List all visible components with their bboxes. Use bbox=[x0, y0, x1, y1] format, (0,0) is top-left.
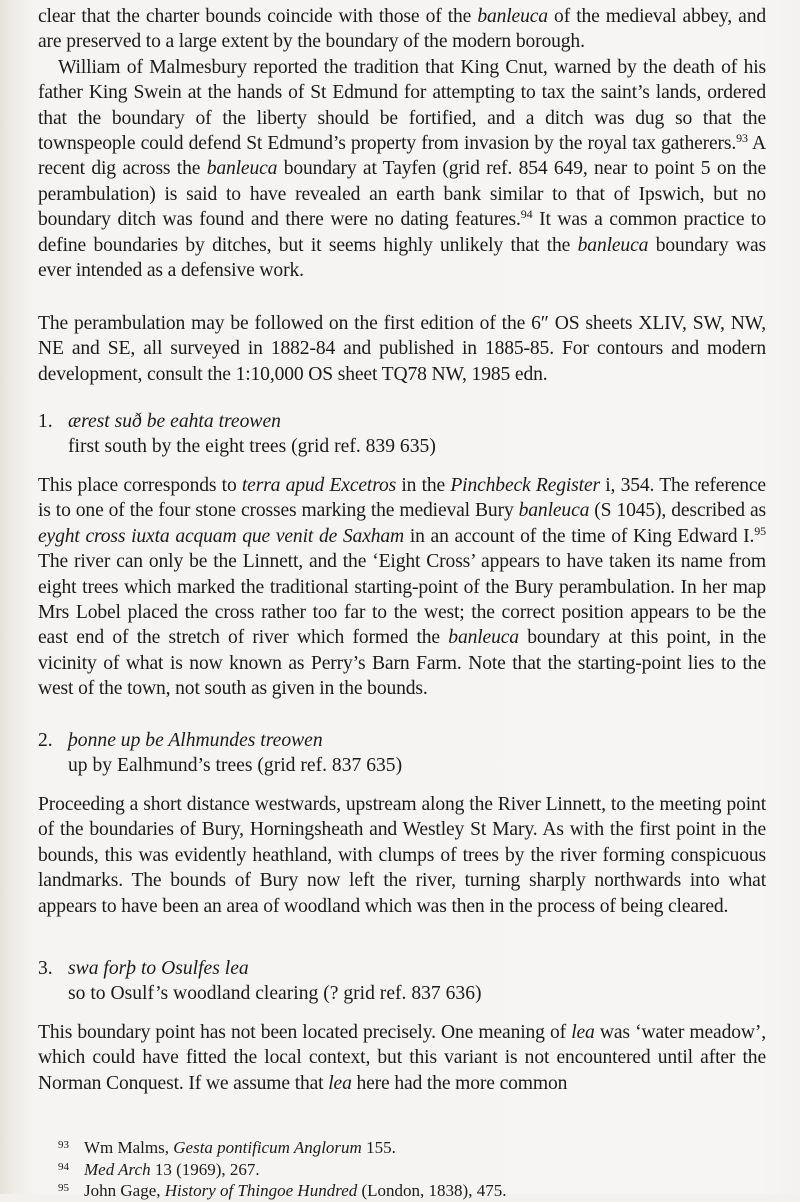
old-english-text: þonne up be Alhmundes treowen bbox=[68, 730, 323, 751]
text-run: in the bbox=[396, 475, 451, 496]
paragraph-malmesbury bbox=[38, 55, 766, 284]
italic-term: banleuca bbox=[448, 627, 519, 649]
italic-term: banleuca bbox=[518, 500, 590, 522]
commentary-paragraph bbox=[38, 473, 766, 702]
text-run: John Gage, bbox=[84, 1181, 165, 1200]
text-run: It was a common practice to define boundaries by ditches, but it seems highly unlikely that the bbox=[38, 209, 766, 256]
paragraph-continuation bbox=[38, 4, 766, 55]
text-run: boundary was ever intended as a defensive work. bbox=[38, 234, 766, 282]
boundary-entry-1 bbox=[38, 409, 766, 459]
italic-title: Med Arch bbox=[84, 1159, 151, 1179]
footnote-94: 94 Med Arch 13 (1969), 267. bbox=[58, 1159, 260, 1179]
translation-text: up by Ealhmund’s trees (grid ref. 837 635) bbox=[68, 755, 403, 776]
boundary-entry-2 bbox=[38, 728, 766, 778]
entry-number: 2. bbox=[38, 730, 53, 751]
text-run: The river can only be the Linnett, and the ‘Eight Cross’ appears to have taken its name from eight trees which marked the traditional starting-point of the Bury perambulation. In her map Mrs Lobel placed the cross rather too far to the west; the correct position appears to be the east end of the stretch of river which formed the bbox=[38, 551, 766, 649]
footnote-93: 93 Wm Malms, Gesta pontificum Anglorum 155. bbox=[58, 1138, 396, 1157]
text-run: of the medieval abbey, and are preserved to a large extent by the boundary of the modern borough. bbox=[38, 6, 766, 53]
text-run: (S 1045), described as bbox=[589, 500, 766, 522]
footnotes bbox=[58, 1137, 506, 1202]
text-run: Wm Malms, bbox=[84, 1138, 174, 1157]
opening-text bbox=[38, 4, 766, 283]
translation-text: first south by the eight trees (grid ref. 839 635) bbox=[68, 436, 436, 457]
boundary-entry-3 bbox=[38, 956, 766, 1006]
text-run: This place corresponds to bbox=[38, 475, 242, 496]
text-run: William of Malmesbury reported the tradition that King Cnut, warned by the death of his father King Swein at the hands of St Edmund for attempting to tax the saint’s lands, ordered that the boundary of the liberty should be fortified, and a ditch was dug so that the townspeople could defend St Edmund’s property from invasion by the royal tax gatherers. bbox=[38, 56, 766, 155]
text-run: This boundary point has not been located precisely. One meaning of bbox=[38, 1022, 572, 1043]
italic-term: lea bbox=[571, 1022, 595, 1043]
text-run: clear that the charter bounds coincide with those of the bbox=[38, 6, 478, 27]
text-run: boundary at this point, in the vicinity of what is now known as Perry’s Barn Farm. Note that the starting-point lies to the west of the town, not south as given in the bounds. bbox=[38, 627, 766, 700]
italic-term: terra apud Excetros bbox=[241, 475, 397, 496]
entry-3-commentary bbox=[38, 1020, 766, 1096]
text-run: (London, 1838), 475. bbox=[357, 1181, 507, 1200]
italic-term: lea bbox=[328, 1072, 352, 1094]
entry-heading bbox=[38, 409, 766, 434]
entry-number: 1. bbox=[38, 411, 53, 432]
italic-title: Gesta pontificum Anglorum bbox=[173, 1138, 362, 1157]
footnote-ref-95[interactable]: 95 bbox=[754, 523, 766, 538]
text-run: boundary at Tayfen (grid ref. 854 649, near to point 5 on the perambulation) is said to have revealed an earth bank similar to that of Ipswich, but no boundary ditch was found and there were no dating features. bbox=[38, 158, 766, 231]
paragraph-os-sheets: The perambulation may be followed on the first edition of the 6″ OS sheets XLIV, SW, NW, NE and SE, all surveyed in 1882-84 and published in 1885-85. For contours and modern development, consult the 1:10,000 OS sheet TQ78 NW, 1985 edn. bbox=[38, 313, 766, 385]
footnote-95: 95 John Gage, History of Thingoe Hundred (London, 1838), 475. bbox=[58, 1181, 507, 1200]
entry-2-commentary bbox=[38, 792, 766, 919]
italic-title: History of Thingoe Hundred bbox=[164, 1181, 358, 1200]
footnote-ref-94[interactable]: 94 bbox=[520, 207, 533, 222]
perambulation-note bbox=[38, 311, 766, 387]
text-run: 155. bbox=[361, 1138, 396, 1157]
text-run: i, 354. The reference is to one of the four stone crosses marking the medieval Bury bbox=[38, 475, 766, 522]
translation-text: so to Osulf’s woodland clearing (? grid ref. 837 636) bbox=[68, 983, 482, 1004]
entry-number: 3. bbox=[38, 958, 53, 979]
old-english-text: ærest suð be eahta treowen bbox=[68, 411, 281, 432]
entry-heading bbox=[38, 956, 766, 981]
text-run: was ‘water meadow’, which could have fitted the local context, but this variant is not encountered until after the Norman Conquest. If we assume that bbox=[38, 1022, 766, 1094]
italic-term: banleuca bbox=[577, 234, 649, 256]
entry-1-commentary bbox=[38, 473, 766, 702]
text-run: in an account of the time of King Edward I. bbox=[404, 525, 755, 547]
italic-term: eyght cross iuxta acquam que venit de Saxham bbox=[38, 525, 405, 547]
italic-term: banleuca bbox=[206, 158, 278, 180]
old-english-text: swa forþ to Osulfes lea bbox=[68, 958, 249, 979]
commentary-paragraph bbox=[38, 1020, 766, 1096]
italic-term: banleuca bbox=[477, 6, 548, 27]
text-run: 13 (1969), 267. bbox=[150, 1159, 260, 1179]
footnote-ref-93[interactable]: 93 bbox=[736, 131, 748, 146]
commentary-paragraph: Proceeding a short distance westwards, upstream along the River Linnett, to the meeting point of the boundaries of Bury, Horningsheath and Westley St Mary. As with the first point in the bounds, this was evidently heathland, with clumps of trees by the river forming conspicuous landmarks. The bounds of Bury now left the river, turning sharply northwards into what appears to have been an area of woodland which was then in the process of being cleared. bbox=[38, 794, 766, 917]
entry-heading bbox=[38, 728, 766, 753]
text-run: here had the more common bbox=[351, 1072, 568, 1094]
text-run: A recent dig across the bbox=[38, 133, 766, 180]
italic-term: Pinchbeck Register bbox=[450, 475, 600, 496]
